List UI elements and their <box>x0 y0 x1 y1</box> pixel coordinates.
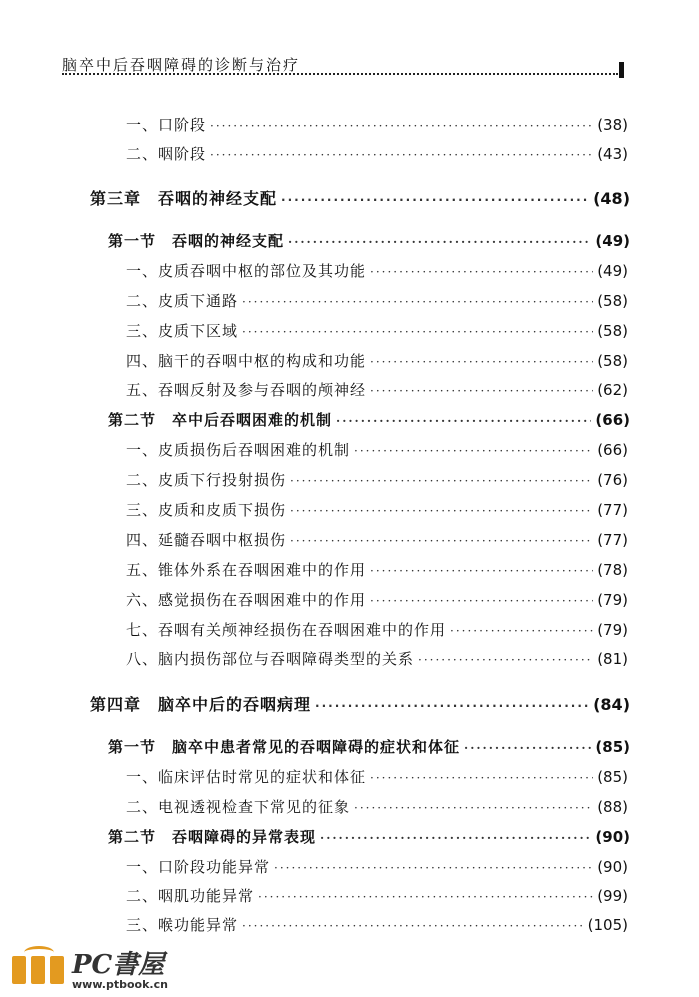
toc-label: 第四章 脑卒中后的吞咽病理 <box>90 695 312 714</box>
dot-leader <box>290 534 593 548</box>
toc-page-number: (62) <box>597 381 628 399</box>
toc-label: 二、皮质下通路 <box>126 292 239 310</box>
toc-label: 八、脑内损伤部位与吞咽障碍类型的关系 <box>126 650 415 668</box>
toc-entry <box>126 589 628 613</box>
toc-page-number: (99) <box>597 887 628 905</box>
toc-section-entry <box>108 409 630 433</box>
toc-section-entry <box>108 736 630 760</box>
toc-page-number: (88) <box>597 798 628 816</box>
toc-entry <box>126 559 628 583</box>
toc-page-number: (84) <box>593 695 630 714</box>
toc-page-number: (105) <box>587 916 628 934</box>
dot-leader <box>354 801 593 815</box>
dot-leader <box>290 474 593 488</box>
toc-entry <box>126 143 628 167</box>
toc-label: 一、口阶段 <box>126 116 207 134</box>
toc-entry <box>126 260 628 284</box>
header-dotted-rule <box>62 73 618 75</box>
toc-label: 第一节 脑卒中患者常见的吞咽障碍的症状和体征 <box>108 738 461 756</box>
toc-entry <box>126 885 628 909</box>
toc-entry <box>126 290 628 314</box>
dot-leader <box>336 414 591 428</box>
toc-entry <box>126 648 628 672</box>
toc-label: 五、锥体外系在吞咽困难中的作用 <box>126 561 367 579</box>
dot-leader <box>418 653 593 667</box>
toc-section-entry <box>108 230 630 254</box>
toc-label: 第二节 卒中后吞咽困难的机制 <box>108 411 333 429</box>
toc-label: 四、脑干的吞咽中枢的构成和功能 <box>126 352 367 370</box>
header-page-mark <box>619 62 624 78</box>
dot-leader <box>274 861 593 875</box>
toc-entry <box>126 529 628 553</box>
dot-leader <box>242 295 593 309</box>
toc-label: 第三章 吞咽的神经支配 <box>90 189 278 208</box>
dot-leader <box>320 831 591 845</box>
dot-leader <box>210 148 593 162</box>
toc-page-number: (58) <box>597 352 628 370</box>
toc-label: 六、感觉损伤在吞咽困难中的作用 <box>126 591 367 609</box>
toc-label: 三、喉功能异常 <box>126 916 239 934</box>
watermark-logo <box>10 940 210 995</box>
toc-chapter-entry <box>90 692 630 716</box>
toc-entry <box>126 114 628 138</box>
toc-page-number: (66) <box>595 411 630 429</box>
toc-entry <box>126 379 628 403</box>
toc-entry <box>126 439 628 463</box>
toc-page-number: (90) <box>595 828 630 846</box>
toc-entry <box>126 350 628 374</box>
toc-page-number: (38) <box>597 116 628 134</box>
toc-page-number: (78) <box>597 561 628 579</box>
toc-page-number: (85) <box>595 738 630 756</box>
toc-label: 第二节 吞咽障碍的异常表现 <box>108 828 317 846</box>
toc-section-entry <box>108 826 630 850</box>
toc-label: 三、皮质下区域 <box>126 322 239 340</box>
toc-entry <box>126 856 628 880</box>
dot-leader <box>288 235 591 249</box>
toc-entry <box>126 499 628 523</box>
running-header: 脑卒中后吞咽障碍的诊断与治疗 <box>62 56 301 74</box>
toc-page-number: (58) <box>597 322 628 340</box>
toc-page-number: (48) <box>593 189 630 208</box>
dot-leader <box>370 594 593 608</box>
dot-leader <box>370 771 593 785</box>
toc-label: 一、口阶段功能异常 <box>126 858 271 876</box>
dot-leader <box>370 384 593 398</box>
book-stack-icon <box>10 946 66 988</box>
dot-leader <box>464 741 591 755</box>
dot-leader <box>370 355 593 369</box>
toc-page-number: (76) <box>597 471 628 489</box>
toc-page-number: (66) <box>597 441 628 459</box>
watermark-url: www.ptbook.cn <box>72 978 168 991</box>
toc-label: 四、延髓吞咽中枢损伤 <box>126 531 287 549</box>
dot-leader <box>450 624 593 638</box>
toc-page-number: (90) <box>597 858 628 876</box>
toc-label: 二、电视透视检查下常见的征象 <box>126 798 351 816</box>
toc-label: 第一节 吞咽的神经支配 <box>108 232 285 250</box>
dot-leader <box>258 890 593 904</box>
toc-page-number: (85) <box>597 768 628 786</box>
toc-page-number: (49) <box>595 232 630 250</box>
toc-entry <box>126 469 628 493</box>
toc-page-number: (79) <box>597 621 628 639</box>
toc-entry <box>126 914 628 938</box>
toc-page-number: (81) <box>597 650 628 668</box>
dot-leader <box>281 193 589 207</box>
dot-leader <box>370 564 593 578</box>
toc-page-number: (43) <box>597 145 628 163</box>
toc-entry <box>126 796 628 820</box>
dot-leader <box>210 119 593 133</box>
toc-entry <box>126 619 628 643</box>
toc-label: 七、吞咽有关颅神经损伤在吞咽困难中的作用 <box>126 621 447 639</box>
toc-label: 二、咽阶段 <box>126 145 207 163</box>
toc-label: 五、吞咽反射及参与吞咽的颅神经 <box>126 381 367 399</box>
toc-label: 一、皮质损伤后吞咽困难的机制 <box>126 441 351 459</box>
dot-leader <box>354 444 593 458</box>
toc-page-number: (58) <box>597 292 628 310</box>
dot-leader <box>242 919 584 933</box>
toc-label: 三、皮质和皮质下损伤 <box>126 501 287 519</box>
dot-leader <box>242 325 593 339</box>
watermark-name: PC書屋 <box>72 950 165 980</box>
toc-page-number: (77) <box>597 531 628 549</box>
dot-leader <box>315 699 589 713</box>
toc-page-number: (79) <box>597 591 628 609</box>
toc-entry <box>126 766 628 790</box>
toc-label: 一、临床评估时常见的症状和体征 <box>126 768 367 786</box>
toc-label: 二、咽肌功能异常 <box>126 887 255 905</box>
toc-page-number: (49) <box>597 262 628 280</box>
toc-entry <box>126 320 628 344</box>
toc-page-number: (77) <box>597 501 628 519</box>
toc-chapter-entry <box>90 186 630 210</box>
dot-leader <box>370 265 593 279</box>
dot-leader <box>290 504 593 518</box>
toc-label: 二、皮质下行投射损伤 <box>126 471 287 489</box>
toc-label: 一、皮质吞咽中枢的部位及其功能 <box>126 262 367 280</box>
